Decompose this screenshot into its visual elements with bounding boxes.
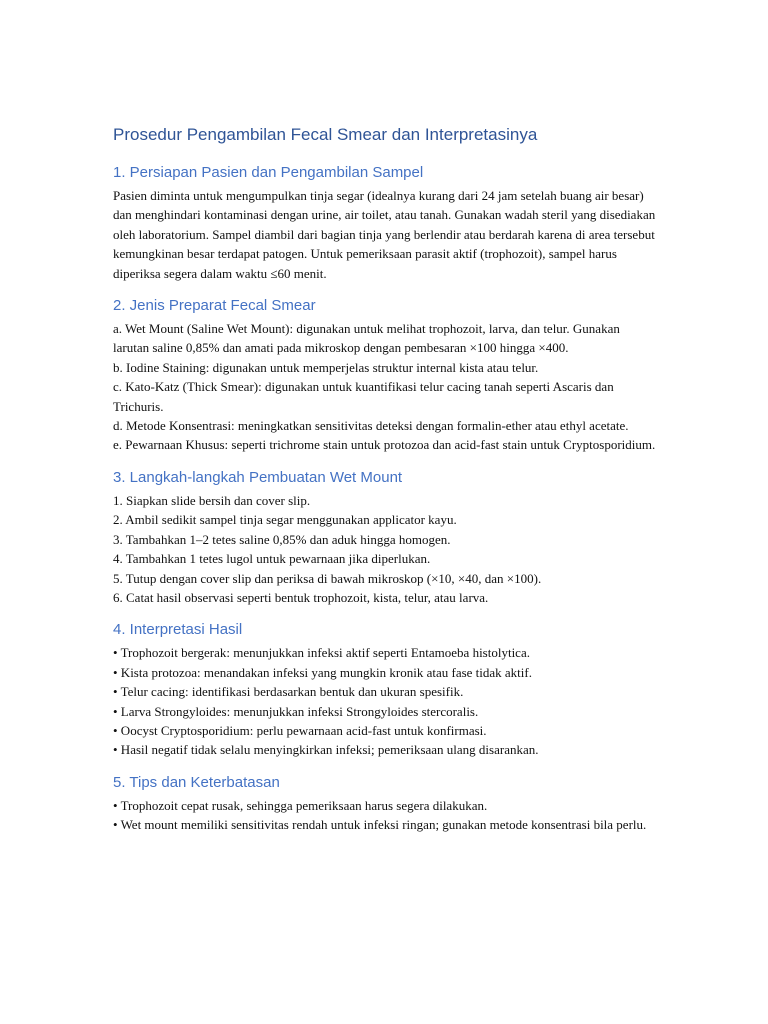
- section-heading: 4. Interpretasi Hasil: [113, 621, 243, 639]
- list-item: • Hasil negatif tidak selalu menyingkirkan infeksi; pemeriksaan ulang disarankan.: [113, 742, 539, 758]
- list-item: • Trophozoit bergerak: menunjukkan infeksi aktif seperti Entamoeba histolytica.: [113, 645, 530, 661]
- list-item: • Kista protozoa: menandakan infeksi yang mungkin kronik atau fase tidak aktif.: [113, 664, 532, 680]
- document-page: [113, 122, 658, 847]
- list-item: 5. Tutup dengan cover slip dan periksa di bawah mikroskop (×10, ×40, dan ×100).: [113, 570, 542, 586]
- list-item: 2. Ambil sedikit sampel tinja segar menggunakan applicator kayu.: [113, 512, 457, 528]
- list-item: 6. Catat hasil observasi seperti bentuk trophozoit, kista, telur, atau larva.: [113, 589, 489, 605]
- list-item: 3. Tambahkan 1–2 tetes saline 0,85% dan aduk hingga homogen.: [113, 531, 451, 547]
- section-heading: 2. Jenis Preparat Fecal Smear: [113, 297, 316, 315]
- section-heading: 3. Langkah-langkah Pembuatan Wet Mount: [113, 468, 403, 486]
- list-item: a. Wet Mount (Saline Wet Mount): digunakan untuk melihat trophozoit, larva, dan telur. Gunakan larutan saline 0,85% dan amati pada mikroskop dengan pembesaran ×100 hingga ×400.: [113, 321, 620, 356]
- section-heading: 5. Tips dan Keterbatasan: [113, 773, 280, 791]
- list-item: e. Pewarnaan Khusus: seperti trichrome stain untuk protozoa dan acid-fast stain untuk Cryptosporidium.: [113, 437, 656, 453]
- section-interpretasi-hasil: [113, 619, 658, 759]
- section-persiapan-pasien: [113, 162, 658, 283]
- section-langkah-wet-mount: [113, 467, 658, 607]
- section-paragraph: Pasien diminta untuk mengumpulkan tinja segar (idealnya kurang dari 24 jam setelah buang air besar) dan menghindari kontaminasi dengan urine, air toilet, atau tanah. Gunakan wadah steril yang disediakan oleh laboratorium. Sampel diambil dari bagian tinja yang berlendir atau berdarah karena di area tersebut kemungkinan besar terdapat patogen. Untuk pemeriksaan parasit aktif (trophozoit), sampel harus diperiksa segera dalam waktu ≤60 menit.: [113, 188, 656, 281]
- list-item: b. Iodine Staining: digunakan untuk memperjelas struktur internal kista atau telur.: [113, 359, 539, 375]
- list-item: • Larva Strongyloides: menunjukkan infeksi Strongyloides stercoralis.: [113, 703, 479, 719]
- section-tips-keterbatasan: [113, 772, 658, 835]
- list-item: 4. Tambahkan 1 tetes lugol untuk pewarnaan jika diperlukan.: [113, 551, 431, 567]
- section-heading: 1. Persiapan Pasien dan Pengambilan Sampel: [113, 164, 424, 181]
- list-item: • Oocyst Cryptosporidium: perlu pewarnaan acid-fast untuk konfirmasi.: [113, 722, 487, 738]
- list-item: • Wet mount memiliki sensitivitas rendah untuk infeksi ringan; gunakan metode konsentrasi bila perlu.: [113, 817, 647, 833]
- list-item: • Trophozoit cepat rusak, sehingga pemeriksaan harus segera dilakukan.: [113, 797, 488, 813]
- list-item: c. Kato-Katz (Thick Smear): digunakan untuk kuantifikasi telur cacing tanah seperti Ascaris dan Trichuris.: [113, 379, 614, 414]
- document-title: Prosedur Pengambilan Fecal Smear dan Interpretasinya: [113, 125, 538, 144]
- list-item: d. Metode Konsentrasi: meningkatkan sensitivitas deteksi dengan formalin-ether atau ethyl acetate.: [113, 418, 629, 434]
- list-item: • Telur cacing: identifikasi berdasarkan bentuk dan ukuran spesifik.: [113, 684, 464, 700]
- section-jenis-preparat: [113, 295, 658, 455]
- list-item: 1. Siapkan slide bersih dan cover slip.: [113, 492, 311, 508]
